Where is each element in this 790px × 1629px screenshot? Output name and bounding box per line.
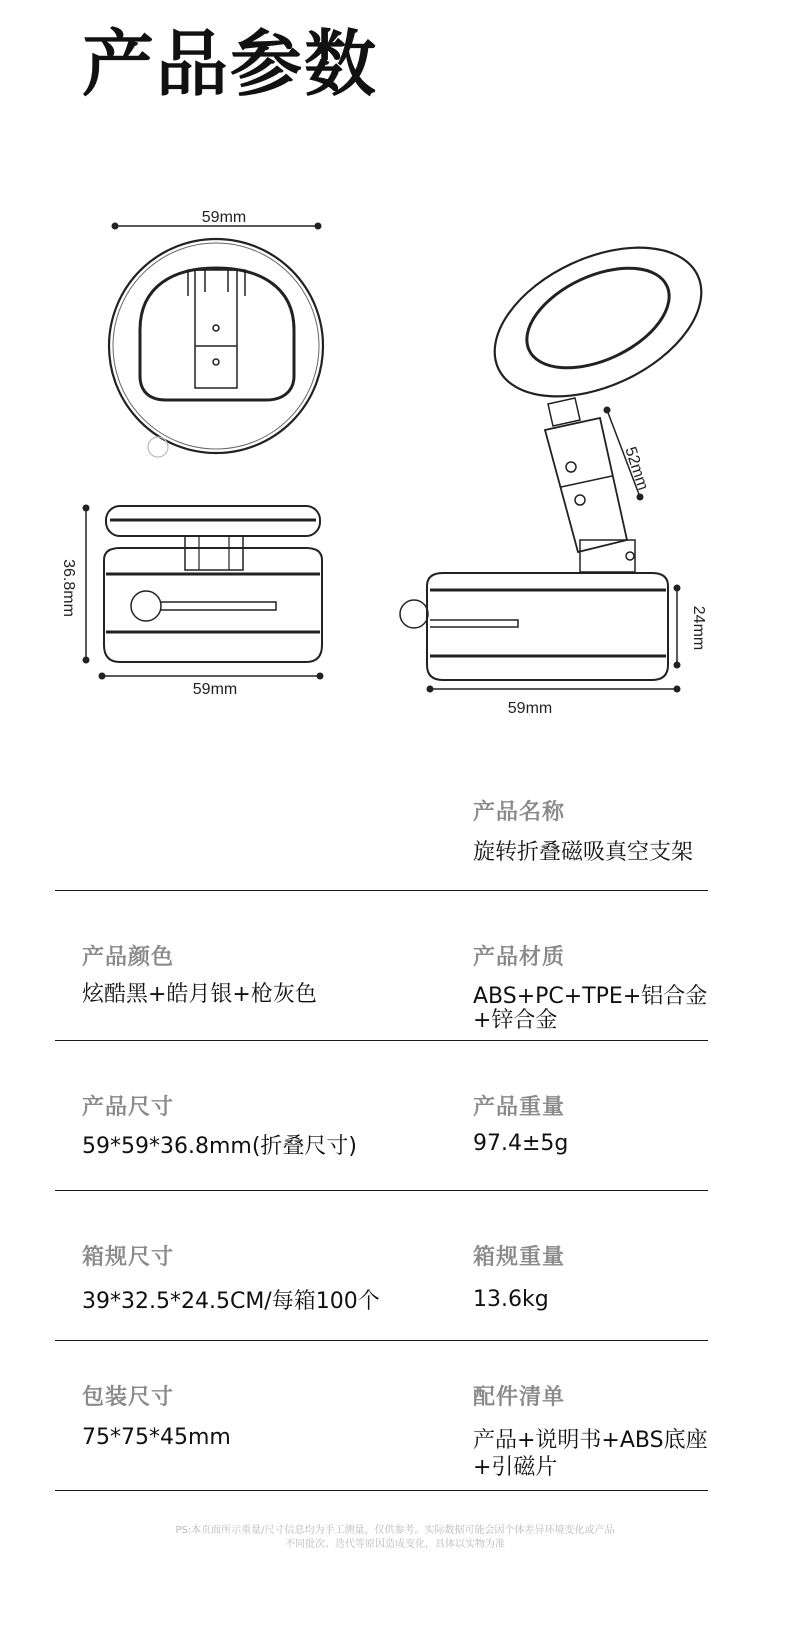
product-size-label: 产品尺寸 — [82, 1095, 175, 1120]
footnote-line1: PS:本页面所示重量/尺寸信息均为手工测量，仅供参考。实际数据可能会因个体差异环境变化或产品 — [175, 1525, 615, 1536]
side-width-label: 59mm — [507, 700, 553, 717]
accessories-value-line2: +引磁片 — [473, 1455, 558, 1480]
carton-size-label: 箱规尺寸 — [82, 1245, 175, 1270]
package-size-label: 包装尺寸 — [82, 1385, 175, 1410]
product-weight-label: 产品重量 — [473, 1095, 566, 1120]
divider — [55, 1040, 708, 1041]
product-name-value: 旋转折叠磁吸真空支架 — [473, 840, 694, 865]
package-size-value: 75*75*45mm — [82, 1425, 231, 1450]
carton-weight-label: 箱规重量 — [473, 1245, 566, 1270]
top-width-label: 59mm — [201, 209, 247, 226]
product-weight-value: 97.4±5g — [473, 1131, 569, 1156]
front-width-label: 59mm — [192, 681, 238, 698]
accessories-label: 配件清单 — [473, 1385, 566, 1410]
front-height-label: 36.8mm — [60, 559, 77, 617]
divider — [55, 1190, 708, 1191]
page-title: 产品参数 — [82, 22, 379, 106]
carton-weight-value: 13.6kg — [473, 1287, 549, 1312]
divider — [55, 1490, 708, 1491]
carton-size-value: 39*32.5*24.5CM/每箱100个 — [82, 1289, 380, 1314]
product-drawings — [0, 190, 790, 750]
product-material-value-line2: +锌合金 — [473, 1008, 558, 1033]
front-view-drawing — [84, 506, 323, 679]
divider — [55, 890, 708, 891]
product-material-value-line1: ABS+PC+TPE+铝合金 — [473, 984, 708, 1009]
accessories-value-line1: 产品+说明书+ABS底座 — [473, 1428, 708, 1453]
arm-length-label: 52mm — [621, 444, 652, 493]
product-color-value: 炫酷黑+皓月银+枪灰色 — [82, 982, 317, 1007]
side-view-drawing — [400, 218, 725, 692]
product-color-label: 产品颜色 — [82, 945, 175, 970]
side-height-label: 24mm — [690, 605, 707, 651]
divider — [55, 1340, 708, 1341]
footnote-line2: 不同批次、迭代等原因造成变化，具体以实物为准 — [285, 1539, 505, 1550]
top-view-drawing — [109, 224, 323, 458]
product-size-value: 59*59*36.8mm(折叠尺寸) — [82, 1134, 358, 1159]
product-name-label: 产品名称 — [473, 800, 566, 825]
product-material-label: 产品材质 — [473, 945, 566, 970]
